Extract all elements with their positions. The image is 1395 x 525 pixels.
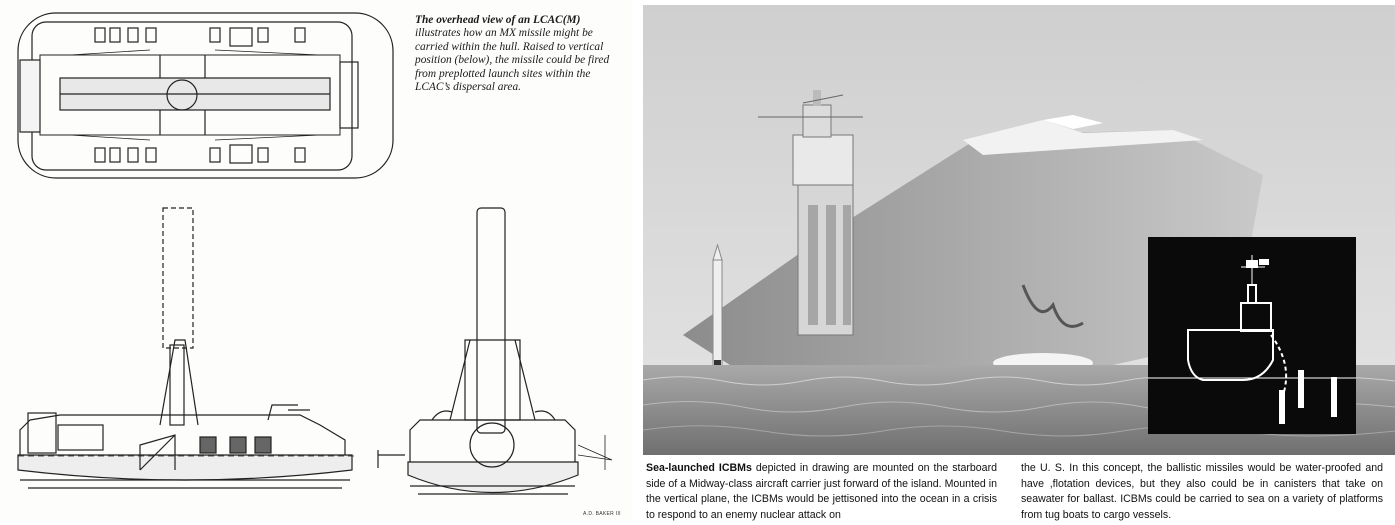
- carrier-illustration-panel: [643, 5, 1395, 520]
- icbm-in-water: [713, 245, 722, 372]
- lcac-overhead-view: [18, 13, 393, 178]
- overhead-view-caption: [415, 14, 620, 94]
- caption-column-1: [646, 461, 997, 523]
- lcac-side-view: [18, 208, 355, 488]
- caption-body: depicted in drawing are mounted on the starboard side of a Midway-class aircraft carrier just forward of the island. Mounted in the vertical plane, the ICBMs would be jettisoned into the ocean in a crisis to respond to an enemy nuclear attack on: [646, 462, 997, 521]
- artist-credit: A.D. BAKER III: [583, 511, 621, 517]
- caption-lead: The overhead view of an LCAC(M): [415, 14, 581, 26]
- caption-lead: Sea-launched ICBMs: [646, 462, 752, 474]
- caption-column-2: the U. S. In this concept, the ballistic missiles would be water-proofed and have ,flotation devices, but they also could be in canisters that take on seawater for ballast. ICBMs could be carried to sea on a variety of platforms from tug boats to cargo vessels.: [1021, 462, 1383, 521]
- lcac-front-view: [378, 208, 612, 494]
- page-gutter: [632, 0, 643, 520]
- carrier-painting: [643, 5, 1395, 455]
- caption-body: illustrates how an MX missile might be carried within the hull. Raised to vertical position (below), the missile could be fired from preplotted launch sites within the LCAC’s dispersal area.: [415, 27, 610, 94]
- lcac-drawing-panel: [0, 0, 632, 520]
- inset-launch-diagram: [1148, 237, 1356, 434]
